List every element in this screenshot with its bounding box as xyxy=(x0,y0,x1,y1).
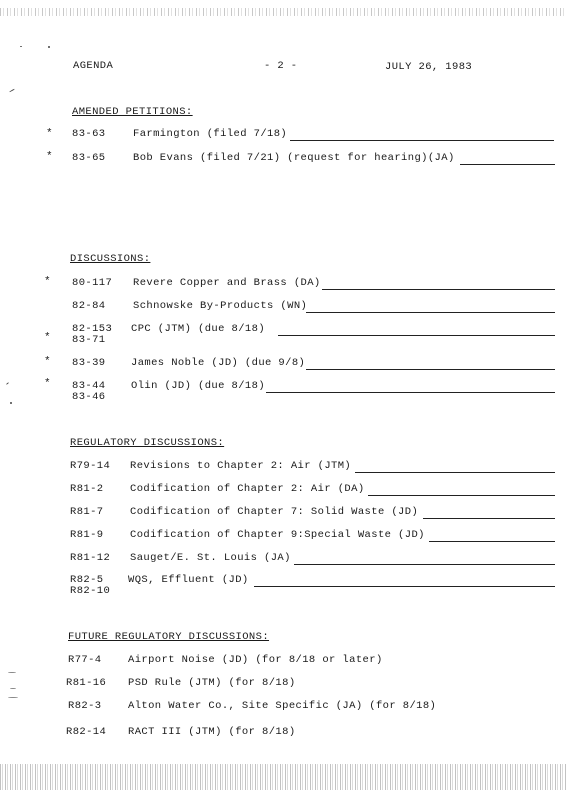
fill-line xyxy=(254,586,555,587)
scan-speck xyxy=(10,402,12,404)
item-code: R82-5 xyxy=(70,574,104,586)
asterisk-mark: * xyxy=(44,276,52,288)
asterisk-mark: * xyxy=(46,128,54,140)
item-code: 83-39 xyxy=(72,357,106,369)
item-text: James Noble (JD) (due 9/8) xyxy=(131,357,306,369)
fill-line xyxy=(429,541,555,542)
item-code-secondary: 83-71 xyxy=(72,334,106,346)
fill-line xyxy=(355,472,555,473)
asterisk-mark: * xyxy=(46,151,54,163)
item-text: Codification of Chapter 2: Air (DA) xyxy=(130,483,365,495)
asterisk-mark: * xyxy=(44,356,52,368)
item-text: Sauget/E. St. Louis (JA) xyxy=(130,552,291,564)
scan-noise-bottom xyxy=(0,764,566,790)
item-code: R81-2 xyxy=(70,483,104,495)
fill-line xyxy=(306,312,555,313)
asterisk-mark: * xyxy=(44,378,52,390)
section-heading-regulatory-discussions: REGULATORY DISCUSSIONS: xyxy=(70,437,225,449)
item-code: 82-84 xyxy=(72,300,106,312)
item-text: Revisions to Chapter 2: Air (JTM) xyxy=(130,460,352,472)
item-code: 83-63 xyxy=(72,128,106,140)
item-text: Airport Noise (JD) (for 8/18 or later) xyxy=(128,654,383,666)
item-text: Bob Evans (filed 7/21) (request for hearing)(JA) xyxy=(133,152,455,164)
header-page-number: - 2 - xyxy=(264,60,298,72)
fill-line xyxy=(290,140,554,141)
section-heading-future-regulatory-discussions: FUTURE REGULATORY DISCUSSIONS: xyxy=(68,631,270,643)
item-code-secondary: R82-10 xyxy=(70,585,111,597)
item-text: Alton Water Co., Site Specific (JA) (for 8/18) xyxy=(128,700,437,712)
item-code: 83-44 xyxy=(72,380,106,392)
item-code: 82-153 xyxy=(72,323,113,335)
item-code: R81-7 xyxy=(70,506,104,518)
item-code-secondary: 83-46 xyxy=(72,391,106,403)
item-text: Codification of Chapter 9:Special Waste (JD) xyxy=(130,529,425,541)
item-code: R82-3 xyxy=(68,700,102,712)
fill-line xyxy=(278,335,555,336)
item-code: R79-14 xyxy=(70,460,111,472)
item-text: CPC (JTM) (due 8/18) xyxy=(131,323,266,335)
fill-line xyxy=(294,564,555,565)
item-text: PSD Rule (JTM) (for 8/18) xyxy=(128,677,296,689)
fill-line xyxy=(322,289,555,290)
scan-speck xyxy=(20,46,22,47)
fill-line xyxy=(306,369,555,370)
scan-speck xyxy=(6,382,9,385)
header-date: JULY 26, 1983 xyxy=(385,61,473,73)
item-text: WQS, Effluent (JD) xyxy=(128,574,249,586)
item-text: Revere Copper and Brass (DA) xyxy=(133,277,321,289)
item-code: R81-9 xyxy=(70,529,104,541)
item-code: R81-16 xyxy=(66,677,107,689)
header-agenda: AGENDA xyxy=(73,60,114,72)
item-text: RACT III (JTM) (for 8/18) xyxy=(128,726,296,738)
item-code: R82-14 xyxy=(66,726,107,738)
section-heading-amended-petitions: AMENDED PETITIONS: xyxy=(72,106,193,118)
item-text: Olin (JD) (due 8/18) xyxy=(131,380,266,392)
scan-speck xyxy=(48,46,50,48)
scan-speck xyxy=(9,89,15,93)
item-text: Codification of Chapter 7: Solid Waste (JD) xyxy=(130,506,419,518)
item-code: R77-4 xyxy=(68,654,102,666)
fill-line xyxy=(460,164,555,165)
fill-line xyxy=(423,518,555,519)
item-code: R81-12 xyxy=(70,552,111,564)
asterisk-mark: * xyxy=(44,332,52,344)
item-code: 83-65 xyxy=(72,152,106,164)
item-code: 80-117 xyxy=(72,277,113,289)
fill-line xyxy=(368,495,555,496)
scan-noise-top xyxy=(0,8,566,16)
scan-speck xyxy=(8,697,18,698)
scan-speck xyxy=(10,688,16,689)
item-text: Farmington (filed 7/18) xyxy=(133,128,288,140)
fill-line xyxy=(266,392,555,393)
scan-speck xyxy=(8,672,16,673)
item-text: Schnowske By-Products (WN) xyxy=(133,300,308,312)
section-heading-discussions: DISCUSSIONS: xyxy=(70,253,151,265)
